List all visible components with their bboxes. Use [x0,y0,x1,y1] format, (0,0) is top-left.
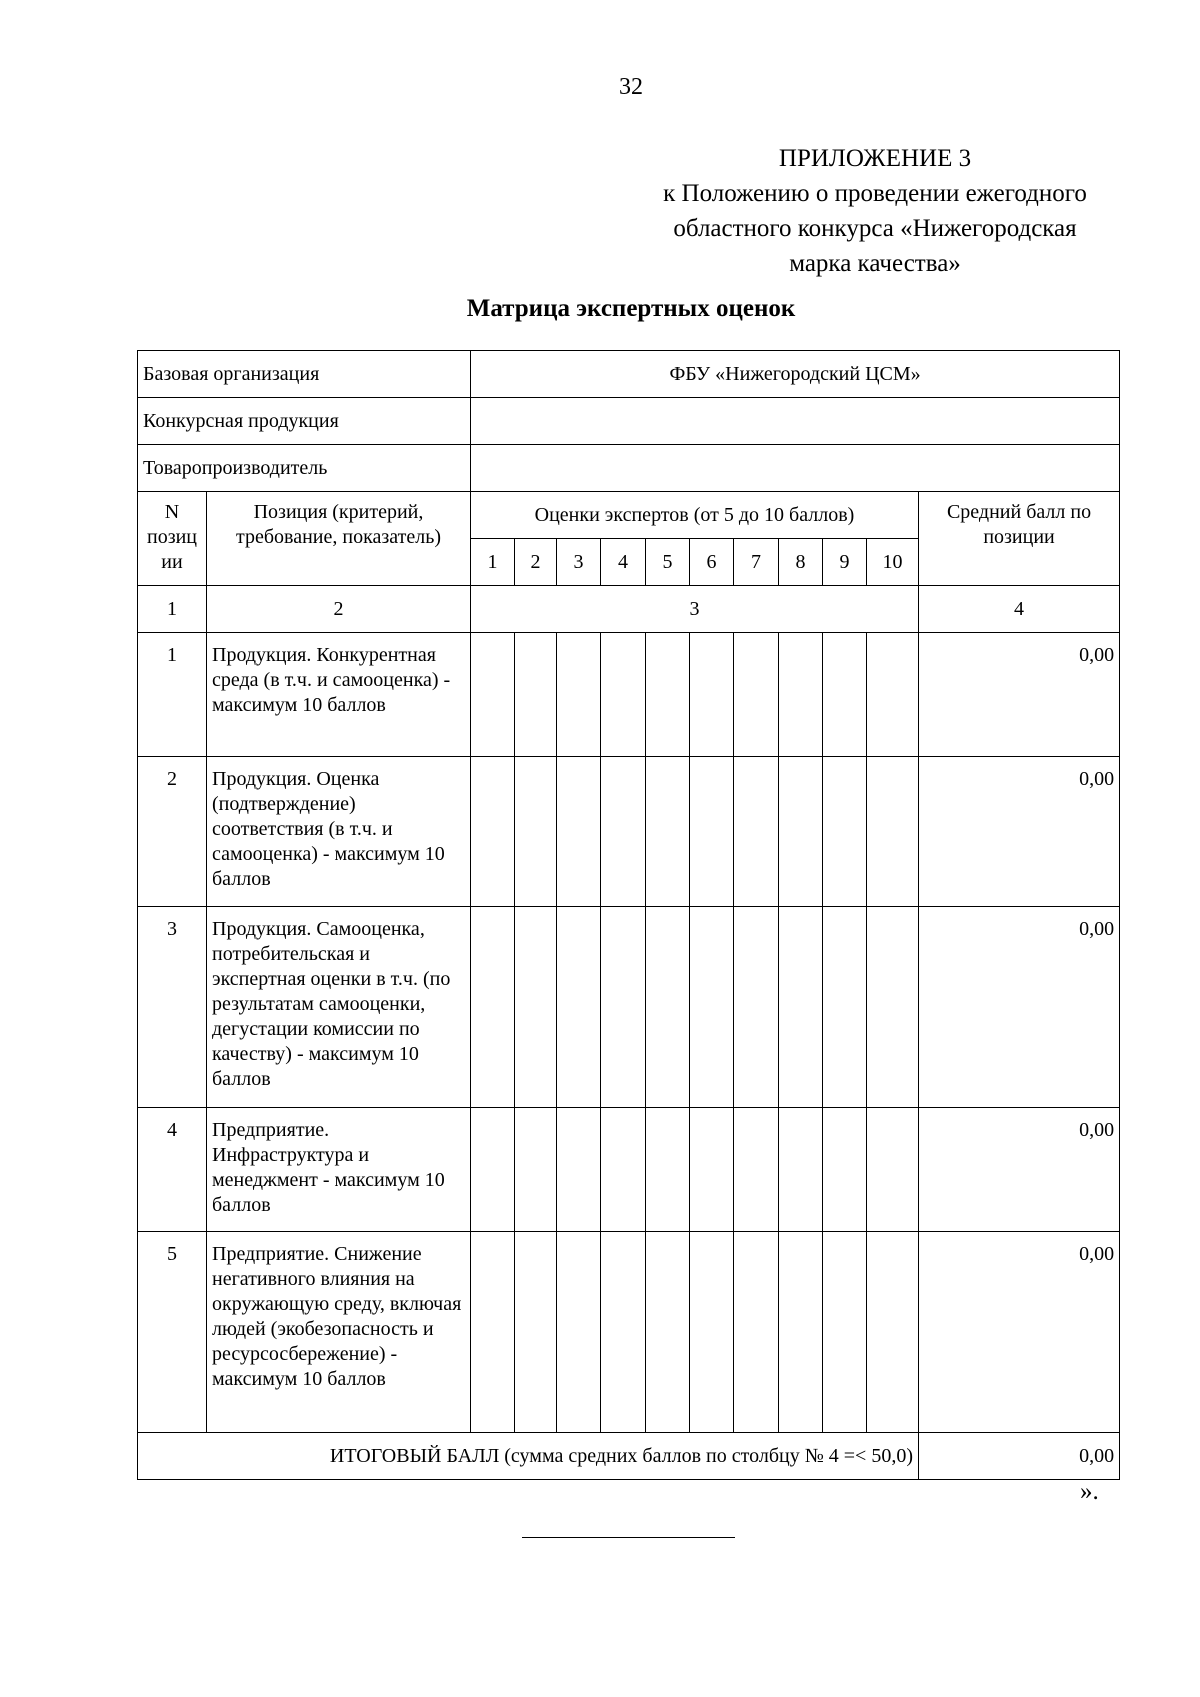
score-cell[interactable] [646,907,690,1108]
total-value: 0,00 [919,1433,1120,1480]
expert-number: 10 [867,539,919,586]
score-cell[interactable] [601,1232,646,1433]
criterion-text: Предприятие. Снижение негативного влияния на окружающую среду, включая людей (экобезопасность и ресурсосбережение) - максимум 10 баллов [207,1232,471,1433]
score-cell[interactable] [646,757,690,907]
total-label: ИТОГОВЫЙ БАЛЛ (сумма средних баллов по столбцу № 4 =< 50,0) [138,1433,919,1480]
score-cell[interactable] [823,1108,867,1232]
table-row [138,757,1120,907]
criterion-text: Продукция. Конкурентная среда (в т.ч. и самооценка) - максимум 10 баллов [207,633,471,757]
score-cell[interactable] [867,757,919,907]
document-title: Матрица экспертных оценок [466,295,796,322]
score-cell[interactable] [515,1108,557,1232]
score-cell[interactable] [734,1232,779,1433]
column-number-row [138,586,1120,633]
score-cell[interactable] [690,633,734,757]
expert-matrix-table [137,350,1120,1480]
position-number: 3 [138,907,207,1108]
score-cell[interactable] [823,757,867,907]
appendix-title: ПРИЛОЖЕНИЕ 3 [778,145,972,172]
score-cell[interactable] [557,1108,601,1232]
score-cell[interactable] [557,907,601,1108]
score-cell[interactable] [515,1232,557,1433]
score-cell[interactable] [779,907,823,1108]
info-row [138,351,1120,398]
score-cell[interactable] [690,1108,734,1232]
column-number: 4 [919,586,1120,633]
score-cell[interactable] [823,907,867,1108]
score-cell[interactable] [515,633,557,757]
score-cell[interactable] [471,757,515,907]
info-label: Конкурсная продукция [138,398,471,445]
position-number: 2 [138,757,207,907]
position-number: 4 [138,1108,207,1232]
score-cell[interactable] [823,633,867,757]
score-cell[interactable] [471,1108,515,1232]
competition-product-value [471,398,1120,445]
score-cell[interactable] [557,757,601,907]
score-cell[interactable] [515,757,557,907]
closing-quote: ». [1080,1478,1099,1505]
appendix-line: областного конкурса «Нижегородская [673,215,1077,242]
average-score: 0,00 [919,1108,1120,1232]
average-score: 0,00 [919,907,1120,1108]
expert-number: 6 [690,539,734,586]
score-cell[interactable] [557,1232,601,1433]
score-cell[interactable] [867,633,919,757]
score-cell[interactable] [734,907,779,1108]
position-number: 1 [138,633,207,757]
expert-number: 8 [779,539,823,586]
expert-number: 4 [601,539,646,586]
column-number: 2 [207,586,471,633]
expert-number: 3 [557,539,601,586]
table-row [138,907,1120,1108]
score-cell[interactable] [471,907,515,1108]
score-cell[interactable] [601,907,646,1108]
score-cell[interactable] [779,1232,823,1433]
header-expert-scores: Оценки экспертов (от 5 до 10 баллов) [471,492,919,539]
criterion-text: Продукция. Оценка (подтверждение) соответствия (в т.ч. и самооценка) - максимум 10 баллов [207,757,471,907]
score-cell[interactable] [734,757,779,907]
score-cell[interactable] [646,1232,690,1433]
appendix-line: марка качества» [789,250,961,277]
header-position-number: N позиц ии [138,492,207,586]
header-average-score: Средний балл по позиции [919,492,1120,586]
score-cell[interactable] [646,1108,690,1232]
score-cell[interactable] [690,757,734,907]
table-row [138,633,1120,757]
appendix-header [615,141,1135,281]
position-number: 5 [138,1232,207,1433]
score-cell[interactable] [779,633,823,757]
end-rule-line [522,1537,735,1538]
expert-number: 9 [823,539,867,586]
total-row [138,1433,1120,1480]
info-row [138,445,1120,492]
score-cell[interactable] [779,757,823,907]
appendix-line: к Положению о проведении ежегодного [663,180,1087,207]
expert-number: 1 [471,539,515,586]
average-score: 0,00 [919,1232,1120,1433]
info-label: Товаропроизводитель [138,445,471,492]
average-score: 0,00 [919,633,1120,757]
score-cell[interactable] [515,907,557,1108]
table-row [138,1232,1120,1433]
score-cell[interactable] [867,1108,919,1232]
expert-number: 5 [646,539,690,586]
info-row [138,398,1120,445]
score-cell[interactable] [601,757,646,907]
base-organization-value: ФБУ «Нижегородский ЦСМ» [471,351,1120,398]
criterion-text: Предприятие. Инфраструктура и менеджмент - максимум 10 баллов [207,1108,471,1232]
score-cell[interactable] [734,633,779,757]
expert-number: 7 [734,539,779,586]
score-cell[interactable] [471,1232,515,1433]
table-row [138,1108,1120,1232]
column-number: 3 [471,586,919,633]
score-cell[interactable] [867,1232,919,1433]
score-cell[interactable] [779,1108,823,1232]
score-cell[interactable] [601,1108,646,1232]
score-cell[interactable] [867,907,919,1108]
score-cell[interactable] [471,633,515,757]
column-number: 1 [138,586,207,633]
manufacturer-value [471,445,1120,492]
average-score: 0,00 [919,757,1120,907]
score-cell[interactable] [734,1108,779,1232]
expert-number: 2 [515,539,557,586]
score-cell[interactable] [690,1232,734,1433]
page-number: 32 [619,74,643,100]
header-row [138,492,1120,539]
score-cell[interactable] [601,633,646,757]
info-label: Базовая организация [138,351,471,398]
score-cell[interactable] [557,633,601,757]
criterion-text: Продукция. Самооценка, потребительская и экспертная оценки в т.ч. (по результатам самооценки, дегустации комиссии по качеству) - максимум 10 баллов [207,907,471,1108]
score-cell[interactable] [646,633,690,757]
score-cell[interactable] [823,1232,867,1433]
header-criterion: Позиция (критерий, требование, показатель) [207,492,471,586]
score-cell[interactable] [690,907,734,1108]
